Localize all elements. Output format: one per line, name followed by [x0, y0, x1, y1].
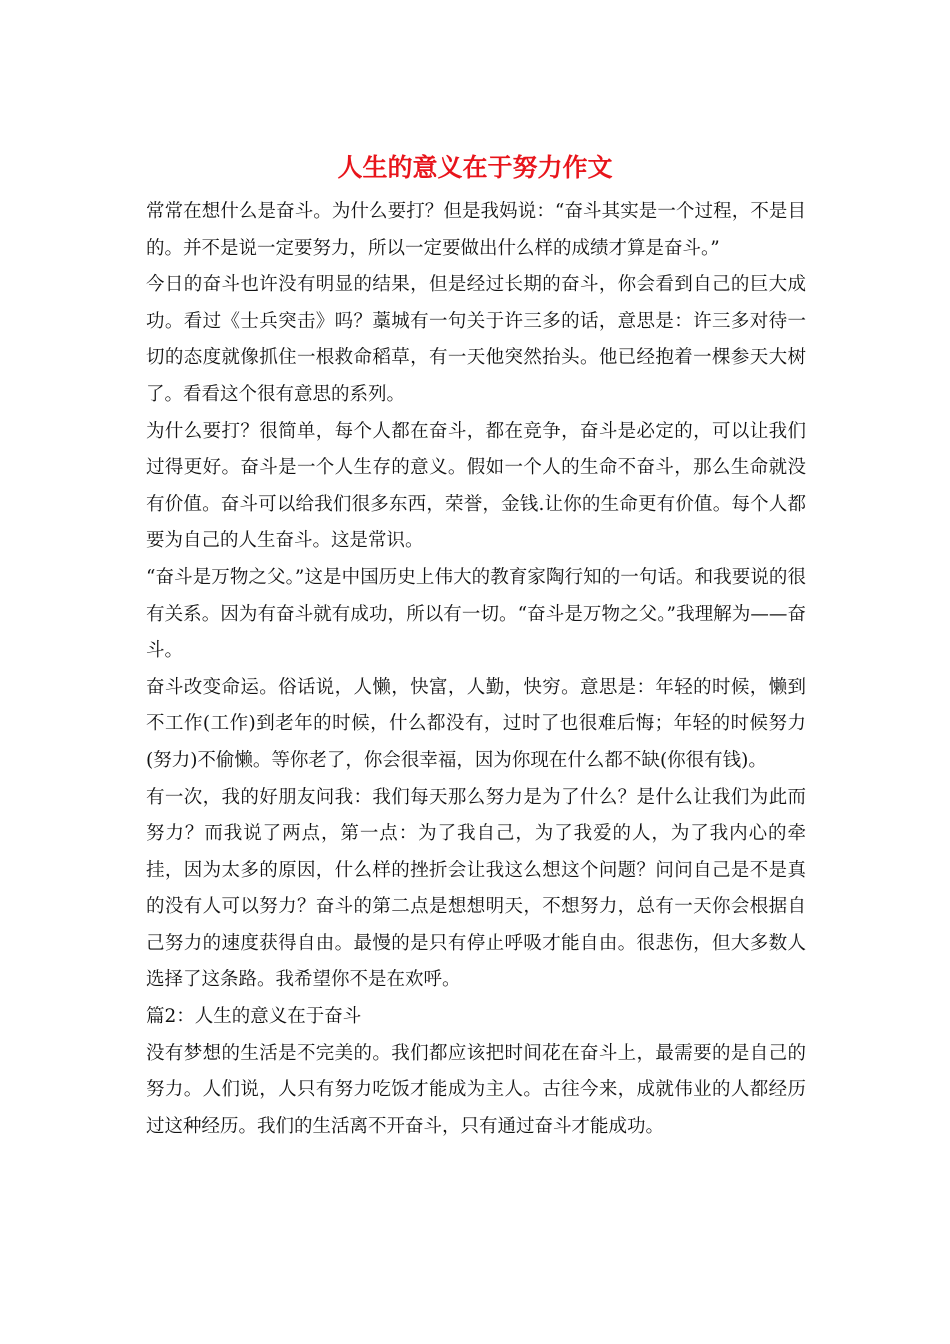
- paragraph-2: 今日的奋斗也许没有明显的结果，但是经过长期的奋斗，你会看到自己的巨大成功。看过《士兵突击》吗？藁城有一句关于许三多的话，意思是：许三多对待一切的态度就像抓住一根救命稻草，有一天他突然抬头。他已经抱着一棵参天大树了。看看这个很有意思的系列。: [146, 274, 806, 405]
- paragraph-4: “奋斗是万物之父。”这是中国历史上伟大的教育家陶行知的一句话。和我要说的很有关系。因为有奋斗就有成功，所以有一切。“奋斗是万物之父。”我理解为——奋斗。: [146, 566, 806, 662]
- document-body: [146, 194, 806, 1145]
- section-heading: 篇2：人生的意义在于奋斗: [146, 1006, 362, 1028]
- paragraph-5: 奋斗改变命运。俗话说，人懒，快富，人勤，快穷。意思是：年轻的时候，懒到不工作(工作)到老年的时候，什么都没有，过时了也很难后悔；年轻的时候努力(努力)不偷懒。等你老了，你会很幸福，因为你现在什么都不缺(你很有钱)。: [146, 676, 806, 771]
- paragraph-7: 没有梦想的生活是不完美的。我们都应该把时间花在奋斗上，最需要的是自己的努力。人们说，人只有努力吃饭才能成为主人。古往今来，成就伟业的人都经历过这种经历。我们的生活离不开奋斗，只有通过奋斗才能成功。: [146, 1042, 806, 1137]
- paragraph-3: 为什么要打？很简单，每个人都在奋斗，都在竞争，奋斗是必定的，可以让我们过得更好。奋斗是一个人生存的意义。假如一个人的生命不奋斗，那么生命就没有价值。奋斗可以给我们很多东西，荣誉，金钱.让你的生命更有价值。每个人都要为自己的人生奋斗。这是常识。: [146, 420, 806, 552]
- paragraph-6: 有一次，我的好朋友问我：我们每天那么努力是为了什么？是什么让我们为此而努力？而我说了两点，第一点：为了我自己，为了我爱的人，为了我内心的牵挂，因为太多的原因，什么样的挫折会让我这么想这个问题？问问自己是不是真的没有人可以努力？奋斗的第二点是想想明天，不想努力，总有一天你会根据自己努力的速度获得自由。最慢的是只有停止呼吸才能自由。很悲伤，但大多数人选择了这条路。我希望你不是在欢呼。: [146, 786, 806, 991]
- paragraph-1: 常常在想什么是奋斗。为什么要打？但是我妈说：“奋斗其实是一个过程，不是目的。并不是说一定要努力，所以一定要做出什么样的成绩才算是奋斗。”: [146, 201, 806, 259]
- document-title: 人生的意义在于努力作文: [337, 153, 613, 182]
